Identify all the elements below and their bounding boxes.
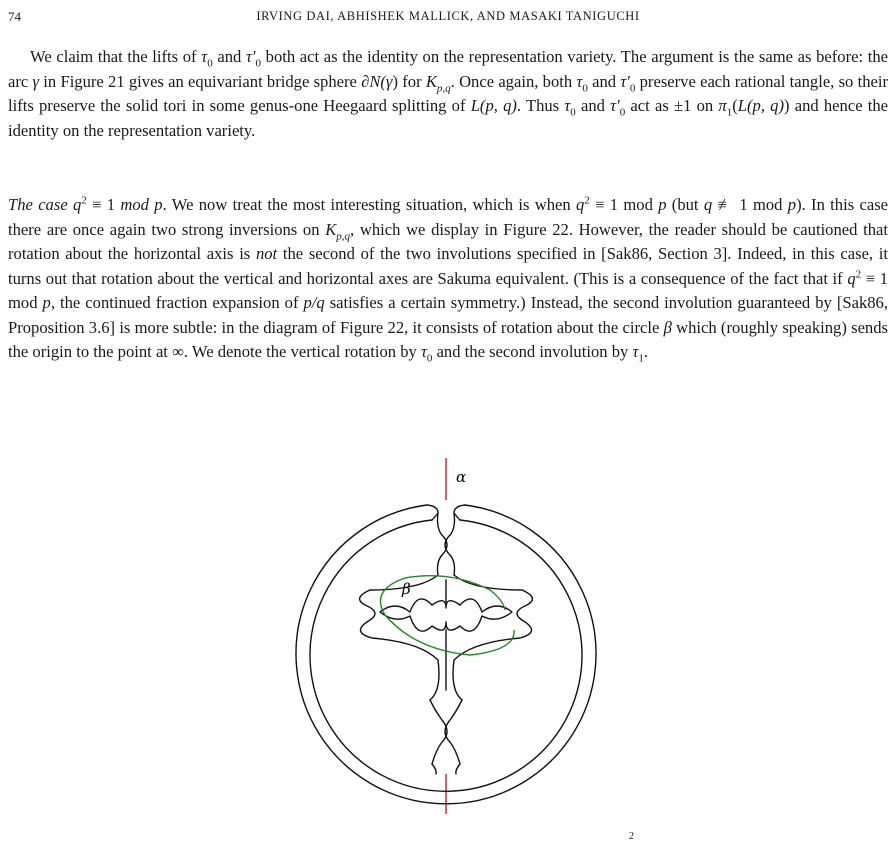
- running-head: IRVING DAI, ABHISHEK MALLICK, AND MASAKI TANIGUCHI: [256, 9, 640, 23]
- figure-22-knot-diagram: [290, 455, 610, 817]
- knot-kpq: [296, 505, 596, 804]
- inner-core: [380, 599, 512, 631]
- outer-band-top-left-cap: [427, 505, 438, 520]
- alpha-label: α: [456, 468, 467, 486]
- cropped-footer-fragment: 2: [629, 831, 634, 842]
- outer-band-top-right-cap: [454, 505, 465, 520]
- outer-band-bottom-caps: [432, 764, 460, 774]
- paragraph-lifts-claim: We claim that the lifts of $\tau_0$ and $\tau'_0$ both act as the identity on the representation variety. The argument is the same as before: the arc γ in Figure 21 gives an equivariant bridge sphere ∂N(γ) for $K_{p,q}$. Once again, both $\tau_0$ and $\tau'_0$ preserve each rational tangle, so their lifts preserve the solid tori in some genus-one Heegaard splitting of L(p, q). Thus $\tau_0$ and $\tau'_0$ act as ±1 on $\pi_1(L(p$, q)) and hence the identity on the representation variety.: [8, 47, 889, 140]
- beta-label: β: [402, 580, 411, 598]
- case-heading: The case $q^2 \equiv 1$ mod p: [8, 194, 163, 214]
- paragraph-case-q-squared: The case $q^2 \equiv 1$ mod p. We now treat the most interesting situation, which is when $q^2 \equiv 1$ mod p (but q ≢ 1 mod p). In this case there are once again two strong inversions on $K_{p,q}$, which we display in Figure 22. However, the reader should be cautioned that rotation about the horizontal axis is not the second of the two involutions specified in [Sak86, Section 3]. Indeed, in this case, it turns out that rotation about the vertical and horizontal axes are Sakuma equivalent. (This is a consequence of the fact that if $q^2 \equiv 1$ mod p, the continued fraction expansion of p/q satisfies a certain symmetry.) Instead, the second involution guaranteed by [Sak86, Proposition 3.6] is more subtle: in the diagram of Figure 22, it consists of rotation about the circle β which (roughly speaking) sends the origin to the point at ∞. We denote the vertical rotation by $\tau_0$ and the second involution by $\tau_1$.: [8, 194, 889, 365]
- page-number: 74: [8, 9, 21, 24]
